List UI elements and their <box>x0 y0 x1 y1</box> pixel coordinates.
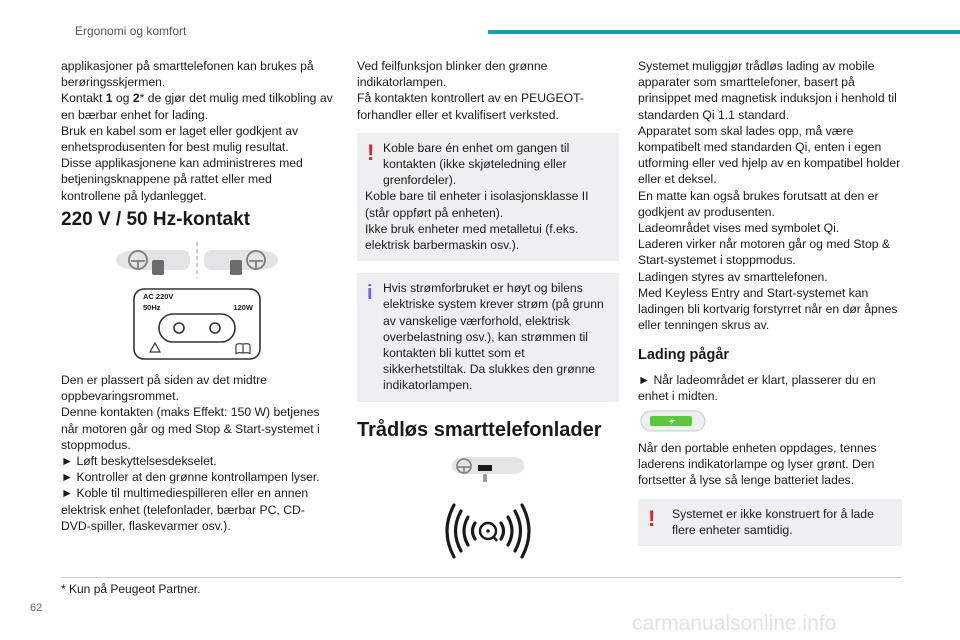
qi-wireless-icon <box>433 498 543 564</box>
paragraph: Få kontakten kontrollert av en PEUGEOT-forhandler eller et kvalifisert verksted. <box>357 91 584 122</box>
contact-2: 2 <box>132 91 140 106</box>
socket-label-ac: AC 220V <box>143 292 174 302</box>
column-middle <box>357 58 619 564</box>
charging-indicator-icon <box>640 410 706 432</box>
paragraph: Den er plassert på siden av det midtre oppbevaringsrommet. <box>61 373 267 404</box>
paragraph: Med Keyless Entry and Start-systemet kan ladingen bli kortvarig forstyrret når en dør åpnes eller tenningen skrus av. <box>638 285 898 333</box>
warning-text: Koble bare én enhet om gangen til kontakten (ikke skjøteledning eller grenfordeler). <box>383 140 570 188</box>
paragraph: Denne kontakten (maks Effekt: 150 W) betjenes når motoren går og med Stop & Start-systemet i stoppmodus. <box>61 405 320 452</box>
info-icon: i <box>367 282 373 305</box>
warning-icon: ! <box>648 505 656 531</box>
section-heading: 220 V / 50 Hz-kontakt <box>61 208 251 230</box>
paragraph: Laderen virker når motoren går og med Stop & Start-systemet i stoppmodus. <box>638 237 891 268</box>
paragraph: Systemet muliggjør trådløs lading av mobile apparater som smarttelefoner, basert på prinsippet med magnetisk induksjon i henhold til standarden Qi 1.1 standard. <box>638 59 897 122</box>
subsection-heading: Lading pågår <box>638 347 730 364</box>
socket-icon <box>133 288 261 360</box>
paragraph: Ved feilfunksjon blinker den grønne indikatorlampen. <box>357 59 548 90</box>
step: ► Kontroller at den grønne kontrollampen lyser. <box>61 470 320 485</box>
info-text: Hvis strømforbruket er høyt og bilens elektriske system krever strøm (på grunn av vanskelige værforhold, elektrisk overbelastning osv.), kan strømmen til kontakten bli kuttet som et sikkerhetstiltak. Da slukkes den grønne indikatorlampen. <box>383 281 604 393</box>
section-heading: Trådløs smarttelefonlader <box>357 418 602 441</box>
column-left <box>61 58 333 534</box>
info-box <box>357 273 619 401</box>
header-accent-bar <box>488 30 960 34</box>
paragraph: Ladeområdet vises med symbolet Qi. <box>638 221 840 236</box>
socket-label-watt: 120W <box>233 303 253 313</box>
step: ► Koble til multimediespilleren eller en annen elektrisk enhet (telefonlader, bærbar PC, CD-DVD-spiller, flaskevarmer osv.). <box>61 486 309 533</box>
paragraph: Ladingen styres av smarttelefonen. <box>638 269 828 284</box>
page-number: 62 <box>30 602 43 614</box>
warning-text: Systemet er ikke konstruert for å lade flere enheter samtidig. <box>672 506 874 537</box>
footnote: * Kun på Peugeot Partner. <box>61 582 201 596</box>
socket-label-hz: 50Hz <box>143 303 161 313</box>
socket-location-illustration <box>112 240 282 280</box>
footnote-divider <box>61 577 902 578</box>
warning-icon: ! <box>367 139 375 165</box>
warning-box <box>638 499 902 546</box>
paragraph: Bruk en kabel som er laget eller godkjent av enhetsprodusenten for best mulig resultat. <box>61 123 299 155</box>
paragraph: En matte kan også brukes forutsatt at den er godkjent av produsenten. <box>638 188 879 219</box>
wireless-charger-location-illustration <box>448 452 528 486</box>
step: ► Når ladeområdet er klart, plasserer du en enhet i midten. <box>638 372 876 403</box>
paragraph-contacts: Kontakt 1 og 2* de gjør det mulig med tilkobling av en bærbar enhet for lading. <box>61 91 333 122</box>
warning-text: Ikke bruk enheter med metalletui (f.eks. elektrisk barbermaskin osv.). <box>365 221 579 253</box>
paragraph: applikasjoner på smarttelefonen kan brukes på berøringsskjermen. <box>61 59 314 90</box>
paragraph: Apparatet som skal lades opp, må være kompatibelt med standarden Qi, enten i egen utforming eller ved hjelp av en kompatibel holder eller et deksel. <box>638 123 901 187</box>
paragraph: Disse applikasjonene kan administreres med betjeningsknappene på rattet eller med kontrollene på lydanlegget. <box>61 156 303 203</box>
section-title: Ergonomi og komfort <box>75 24 187 38</box>
paragraph: Når den portable enheten oppdages, tennes laderens indikatorlampe og lyser grønt. Den fortsetter å lyse så lenge batteriet lades. <box>638 441 877 488</box>
watermark: carmanualsonline.info <box>632 612 837 635</box>
step: ► Løft beskyttelsesdekselet. <box>61 454 217 469</box>
contact-1: 1 <box>105 91 113 106</box>
column-right <box>638 58 902 558</box>
warning-box <box>357 133 619 261</box>
warning-text: Koble bare til enheter i isolasjonsklasse II (står oppført på enheten). <box>365 189 589 220</box>
